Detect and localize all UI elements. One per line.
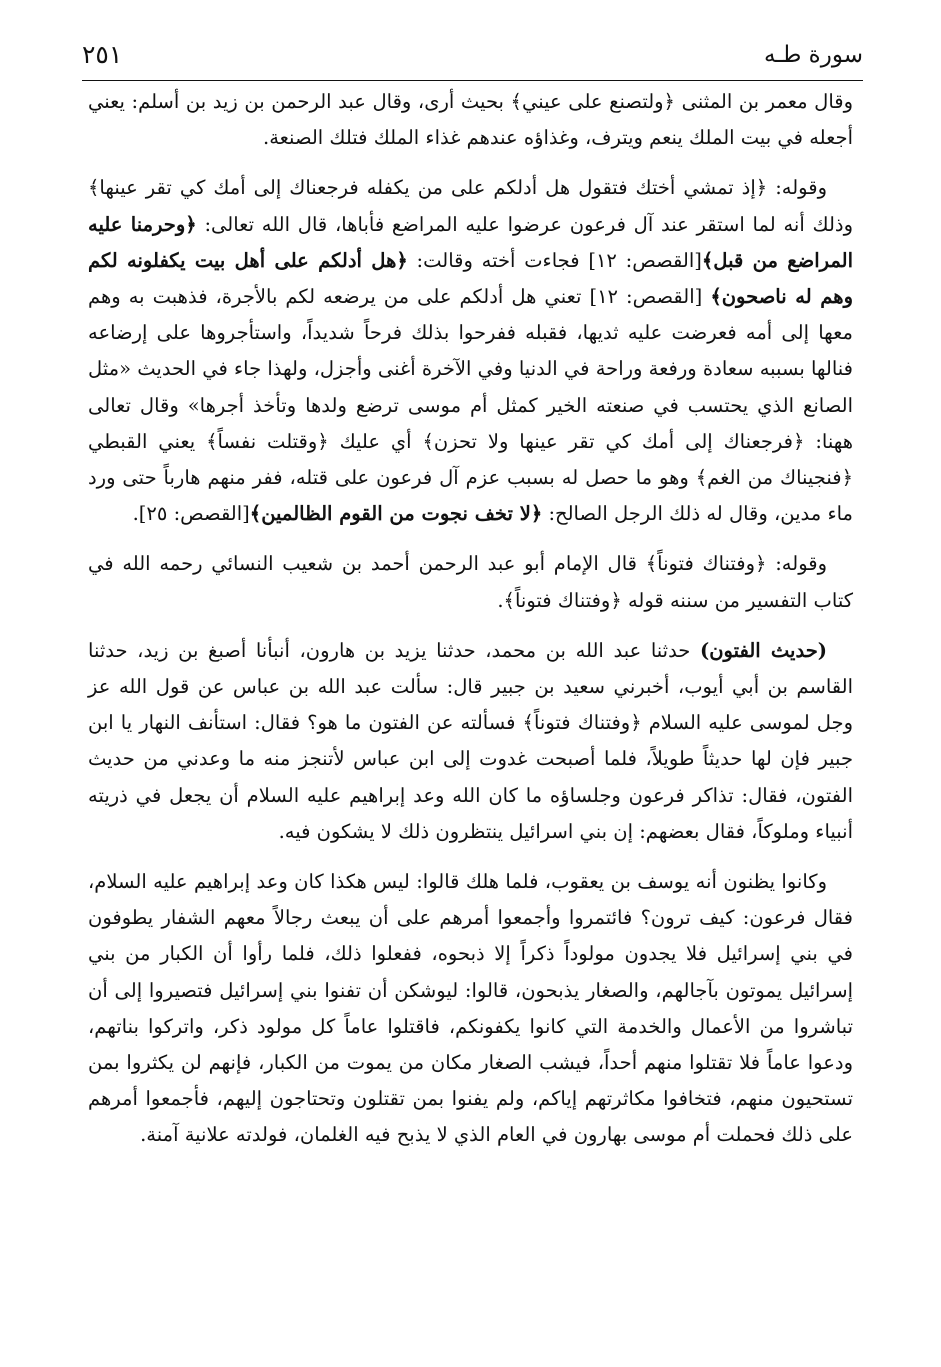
text-segment: فسألته عن الفتون ما هو؟ فقال: استأنف النهار يا ابن جبير فإن لها حديثاً طويلاً، فلما أصبحت غدوت إلى ابن عباس لأتنجز منه ما وعدني من حديث الفتون، فقال: تذاكر فرعون وجلساؤه ما كان الله وعد إبراهيم عليه السلام أن يجعل في ذريته أنبياء وملوكاً، فقال بعضهم: إن بني اسرائيل ينتظرون ذلك لا يشكون فيه. bbox=[88, 711, 853, 843]
text-segment: ﴿وفتناك فتوناً﴾ bbox=[503, 588, 622, 612]
text-segment: ﴿ولتصنع على عيني﴾ bbox=[510, 90, 675, 113]
bold-text-segment: (حديث الفتون) bbox=[699, 638, 828, 662]
header-divider bbox=[82, 80, 863, 81]
text-segment: . bbox=[497, 588, 504, 612]
text-segment: ﴿إذ تمشي أختك فتقول هل أدلكم على من يكفله فرجعناك إلى أمك كي تقر عينها﴾ bbox=[88, 176, 768, 200]
paragraph bbox=[88, 864, 853, 1154]
bold-text-segment: ﴿وحرمنا عليه المراضع من قبل﴾ bbox=[88, 212, 854, 272]
surah-title: سورة طـه bbox=[764, 42, 863, 68]
text-segment: وكانوا يظنون أنه يوسف بن يعقوب، فلما هلك قالوا: ليس هكذا كان وعد إبراهيم عليه السلام، فقال فرعون: كيف ترون؟ فائتمروا وأجمعوا أمرهم على أن يبعث رجالاً معهم الشفار يطوفون في بني إسرائيل فلا يجدون مولوداً ذكراً إلا ذبحوه، ففعلوا ذلك، فلما رأوا أن الكبار من بني إسرائيل يموتون بآجالهم، والصغار يذبحون، قالوا: ليوشكن أن تفنوا بني إسرائيل فتصيروا إلى أن تباشروا من الأعمال والخدمة التي كانوا يكفونكم، فاقتلوا عاماً كل مولود ذكر، واتركوا بناتهم، ودعوا عاماً فلا تقتلوا منهم أحداً، فيشب الصغار مكان من يموت من الكبار، فإنهم لن يكثروا بمن تستحيون منهم، فتخافوا مكاثرتهم إياكم، ولم يفنوا بمن تقتلون وتحتاجون إليهم، فأجمعوا أمرهم على ذلك فحملت أم موسى بهارون في العام الذي لا يذبح فيه الغلمان، فولدته علانية آمنة. bbox=[88, 870, 853, 1147]
bold-text-segment: ﴿هل أدلكم على أهل بيت يكفلونه لكم وهم له ناصحون﴾ bbox=[88, 248, 853, 309]
paragraph bbox=[88, 633, 853, 850]
text-segment: ﴿وقتلت نفساً﴾ bbox=[206, 429, 329, 453]
text-segment: وقال معمر بن المثنى bbox=[675, 90, 854, 113]
text-segment: [القصص: ٢٥]. bbox=[132, 502, 250, 526]
text-segment: حدثنا عبد الله بن محمد، حدثنا يزيد بن هارون، أنبأنا أصبغ بن زيد، حدثنا القاسم بن أبي أيوب، أخبرني سعيد بن جبير قال: سألت عبد الله بن عباس عن قول الله عز وجل لموسى عليه السلام bbox=[88, 638, 853, 735]
text-segment: ﴿وفتناك فتوناً﴾ bbox=[522, 711, 642, 735]
text-segment: ﴿وفتناك فتوناً﴾ bbox=[645, 552, 767, 576]
text-segment: [القصص: ١٢] فجاءت أخته وقالت: bbox=[407, 248, 702, 272]
page-number: ٢٥١ bbox=[82, 40, 123, 69]
page-body bbox=[88, 84, 853, 1168]
paragraph bbox=[88, 84, 853, 156]
text-segment: وقوله: bbox=[766, 552, 828, 576]
text-segment: وهو ما حصل له بسبب عزم آل فرعون على قتله، ففر منهم هارباً حتى ورد ماء مدين، وقال له ذلك الرجل الصالح: bbox=[88, 466, 853, 526]
text-segment: قال الإمام أبو عبد الرحمن أحمد بن شعيب النسائي رحمه الله في كتاب التفسير من سننه قوله bbox=[88, 552, 853, 612]
page-header bbox=[82, 38, 863, 78]
text-segment: [القصص: ١٢] تعني هل أدلكم على من يرضعه لكم بالأجرة، فذهبت به وهم معها إلى أمه فعرضت عليه ثديها، فقبله ففرحوا بذلك فرحاً شديداً، واستأجروها على إرضاعه فنالها بسببه سعادة ورفعة وراحة في الدنيا وفي الآخرة أغنى وأجزل، ولهذا جاء في الحديث «مثل الصانع الذي يحتسب في صنعته الخير كمثل أم موسى ترضع ولدها وتأخذ أجرها» وقال تعالى ههنا: bbox=[88, 285, 853, 453]
text-segment: ﴿فنجيناك من الغم﴾ bbox=[695, 466, 854, 490]
text-segment: وقوله: bbox=[767, 176, 827, 200]
text-segment: أي عليك bbox=[328, 429, 423, 453]
text-segment: ﴿فرجعناك إلى أمك كي تقر عينها ولا تحزن﴾ bbox=[422, 429, 805, 453]
paragraph bbox=[88, 170, 853, 532]
text-segment: يعني القبطي bbox=[88, 429, 207, 453]
bold-text-segment: ﴿لا تخف نجوت من القوم الظالمين﴾ bbox=[249, 502, 543, 526]
text-segment: وذلك أنه لما استقر عند آل فرعون عرضوا عليه المراضع فأباها، قال الله تعالى: bbox=[196, 212, 854, 236]
paragraph bbox=[88, 546, 853, 618]
text-segment: بحيث أرى، وقال عبد الرحمن بن زيد بن أسلم: يعني أجعله في بيت الملك ينعم ويترف، وغذاؤه عندهم غذاء الملك فتلك الصنعة. bbox=[88, 90, 853, 150]
